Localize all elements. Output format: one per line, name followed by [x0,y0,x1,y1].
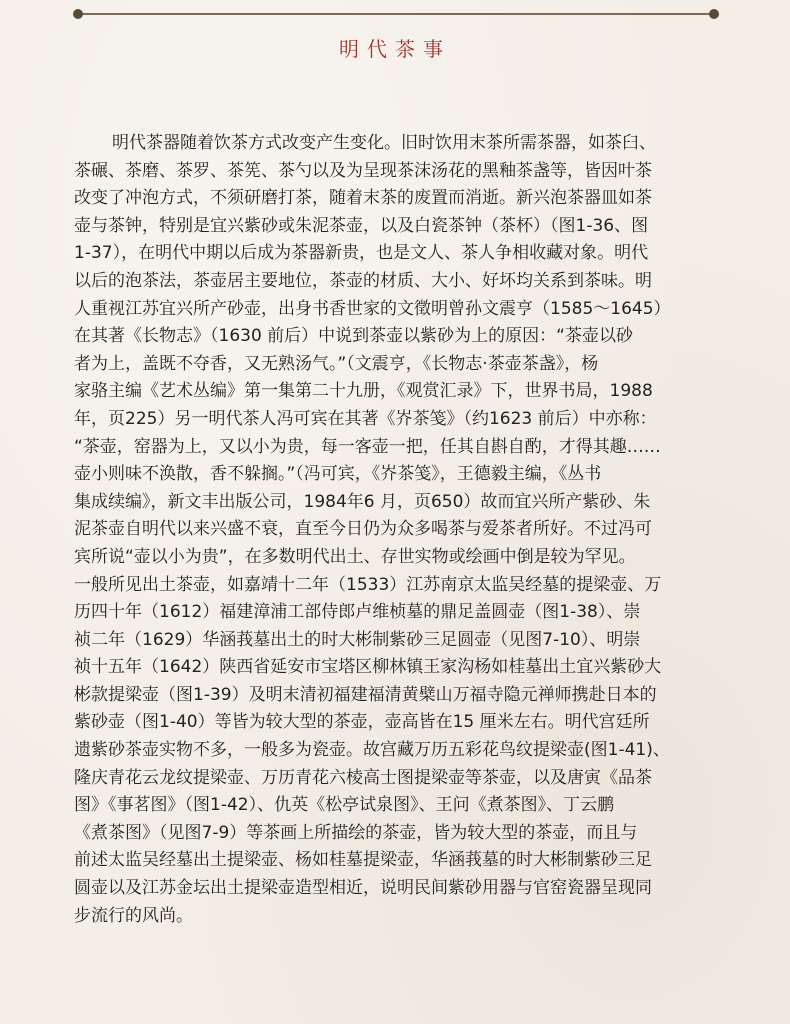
paragraph-line: 圆壶以及江苏金坛出土提梁壶造型相近，说明民间紫砂用器与官窑瓷器呈现同 [74,878,652,899]
paragraph-line: 茶碾、茶磨、茶罗、茶筅、茶勺以及为呈现茶沫汤花的黑釉茶盏等，皆因叶茶 [74,160,652,181]
paragraph-line: “茶壶，窑器为上，又以小为贵，每一客壶一把，任其自斟自酌，才得其趣…… [74,436,661,457]
paragraph-line: 1-37），在明代中期以后成为茶器新贵，也是文人、茶人争相收藏对象。明代 [74,243,649,264]
paragraph-line: 宾所说“壶以小为贵”，在多数明代出土、存世实物或绘画中倒是较为罕见。 [74,546,636,567]
paragraph-line: 图》《事茗图》（图1-42）、仇英《松亭试泉图》、王问《煮茶图》、丁云鹏 [74,795,615,816]
paragraph-line: 《煮茶图》（见图7-9）等茶画上所描绘的茶壶，皆为较大型的茶壶，而且与 [74,822,638,843]
paragraph-line: 在其著《长物志》（1630 前后）中说到茶壶以紫砂为上的原因：“茶壶以砂 [74,326,633,347]
section-title: 明代茶事 [339,37,451,61]
article-paragraph [74,130,734,930]
divider-left-dot [73,9,83,19]
paragraph-line: 改变了冲泡方式，不须研磨打茶，随着末茶的废置而消逝。新兴泡茶器皿如茶 [74,188,652,209]
paragraph-line: 彬款提梁壶（图1-39）及明末清初福建福清黄檗山万福寺隐元禅师携赴日本的 [74,684,657,705]
divider-right-dot [709,9,719,19]
paragraph-line: 年，页225）另一明代茶人冯可宾在其著《岕茶笺》（约1623 前后）中亦称： [74,408,657,429]
paragraph-line: 一般所见出土茶壶，如嘉靖十二年（1533）江苏南京太监吴经墓的提梁壶、万 [74,574,662,595]
paragraph-line: 祯二年（1629）华涵莪墓出土的时大彬制紫砂三足圆壶（见图7-10）、明崇 [74,629,641,650]
paragraph-line: 壶与茶钟，特别是宜兴紫砂或朱泥茶壶，以及白瓷茶钟（茶杯）（图1-36、图 [74,215,649,236]
paragraph-line: 历四十年（1612）福建漳浦工部侍郎卢维桢墓的鼎足盖圆壶（图1-38）、崇 [74,602,641,623]
paragraph-line: 明代茶器随着饮茶方式改变产生变化。旧时饮用末茶所需茶器，如茶臼、 [112,133,656,153]
paragraph-line: 泥茶壶自明代以来兴盛不衰，直至今日仍为众多喝茶与爱茶者所好。不过冯可 [74,519,652,540]
paragraph-line: 祯十五年（1642）陕西省延安市宝塔区柳林镇王家沟杨如桂墓出土宜兴紫砂大 [74,657,662,678]
paragraph-line: 紫砂壶（图1-40）等皆为较大型的茶壶，壶高皆在15 厘米左右。明代宫廷所 [74,712,650,733]
top-divider-line [78,13,714,15]
paragraph-line: 遗紫砂茶壶实物不多，一般多为瓷壶。故宫藏万历五彩花鸟纹提梁壶(图1-41)、 [74,740,670,761]
paragraph-line: 前述太监吴经墓出土提梁壶、杨如桂墓提梁壶，华涵莪墓的时大彬制紫砂三足 [74,850,652,871]
paragraph-line: 人重视江苏宜兴所产砂壶，出身书香世家的文徵明曾孙文震亨（1585～1645） [74,298,671,319]
paragraph-line: 集成续编》，新文丰出版公司，1984年6 月，页650）故而宜兴所产紫砂、朱 [74,491,651,512]
paragraph-line: 者为上，盖既不夺香，又无熟汤气。”（文震亨，《长物志·茶壶茶盏》，杨 [74,353,599,374]
paragraph-line: 隆庆青花云龙纹提梁壶、万历青花六棱高士图提梁壶等茶壶，以及唐寅《品茶 [74,767,652,788]
paragraph-line: 壶小则味不涣散，香不躲搁。”（冯可宾，《岕茶笺》，王德毅主编，《丛书 [74,464,602,485]
paragraph-line: 步流行的风尚。 [74,905,193,926]
paragraph-line: 家骆主编《艺术丛编》第一集第二十九册，《观赏汇录》下，世界书局，1988 [74,381,653,402]
paragraph-line: 以后的泡茶法，茶壶居主要地位，茶壶的材质、大小、好坏均关系到茶味。明 [74,270,652,291]
